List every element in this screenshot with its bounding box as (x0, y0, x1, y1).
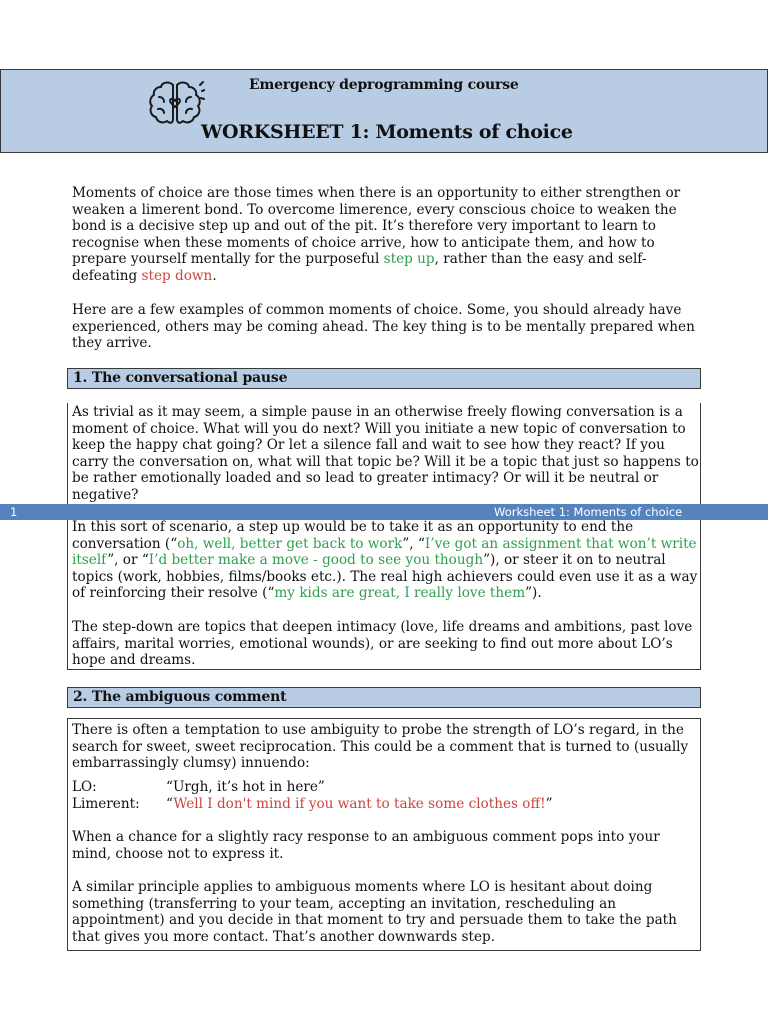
dialogue-line-lo: LO: “Urgh, it’s hot in here” (72, 779, 325, 795)
section2-paragraph-3: A similar principle applies to ambiguous moments where LO is hesitant about doing something (transferring to your team, accepting an invitation, rescheduling an appointment) and you decide in that moment to try and persuade them to take the path that gives you more contact. That’s another downwards step. (72, 879, 677, 945)
page-footer (0, 504, 768, 520)
worksheet-header (0, 69, 768, 153)
section1-paragraph-2: In this sort of scenario, a step up would be to take it as an opportunity to end the conversation (“oh, well, better get back to work”, “I’ve got an assignment that won’t write itself”, or “I’d better make a move - good to see you though”), or steer it on to neutral topics (work, hobbies, films/books etc.). The real high achievers could even use it as a way of reinforcing their resolve (“my kids are great, I really love them”). (72, 519, 698, 601)
course-name: Emergency deprogramming course (249, 77, 519, 93)
step-up-text: step up (383, 251, 435, 267)
section1-paragraph-1: As trivial as it may seem, a simple pause in an otherwise freely flowing conversation is a moment of choice. What will you do next? Will you initiate a new topic of conversation to keep the happy chat going? Or let a silence fall and wait to see how they react? If you carry the conversation on, what will that topic be? Will it be a topic that just so happens to be rather emotionally loaded and so lead to greater intimacy? Or will it be neutral or negative? (72, 404, 699, 503)
dialogue (72, 779, 702, 812)
brain-heart-icon (145, 79, 205, 127)
section-heading-label: 2. The ambiguous comment (73, 689, 287, 705)
section2-paragraph-1: There is often a temptation to use ambiguity to probe the strength of LO’s regard, in the search for sweet, sweet reciprocation. This could be a comment that is turned to (usually embarrassingly clumsy) innuendo: (72, 722, 689, 771)
section-heading-label: 1. The conversational pause (73, 370, 288, 386)
footer-title: Worksheet 1: Moments of choice (494, 505, 683, 519)
intro-paragraph-1: Moments of choice are those times when there is an opportunity to either strengthen or weaken a limerent bond. To overcome limerence, every conscious choice to weaken the bond is a decisive step up and out of the pit. It’s therefore very important to learn to recognise when these moments of choice arrive, how to anticipate them, and how to prepare yourself mentally for the purposeful step up, rather than the easy and self-defeating step down. (72, 185, 681, 284)
page-title: WORKSHEET 1: Moments of choice (201, 121, 573, 143)
section-heading-ambiguous-comment (67, 687, 701, 708)
intro-paragraph-2: Here are a few examples of common moments of choice. Some, you should already have experienced, others may be coming ahead. The key thing is to be mentally prepared when they arrive. (72, 302, 695, 351)
page-number: 1 (10, 505, 18, 519)
section-heading-conversational-pause (67, 368, 701, 389)
section-box-bottom-border (67, 669, 701, 670)
section1-paragraph-3: The step-down are topics that deepen intimacy (love, life dreams and ambitions, past love affairs, marital worries, emotional wounds), or are seeking to find out more about LO’s hope and dreams. (72, 619, 693, 668)
step-down-text: step down (141, 267, 213, 284)
dialogue-line-limerent: Limerent: “Well I don't mind if you want to take some clothes off!” (72, 795, 553, 812)
section2-paragraph-2: When a chance for a slightly racy response to an ambiguous comment pops into your mind, choose not to express it. (72, 829, 660, 862)
section-box-bottom-border (67, 950, 701, 951)
